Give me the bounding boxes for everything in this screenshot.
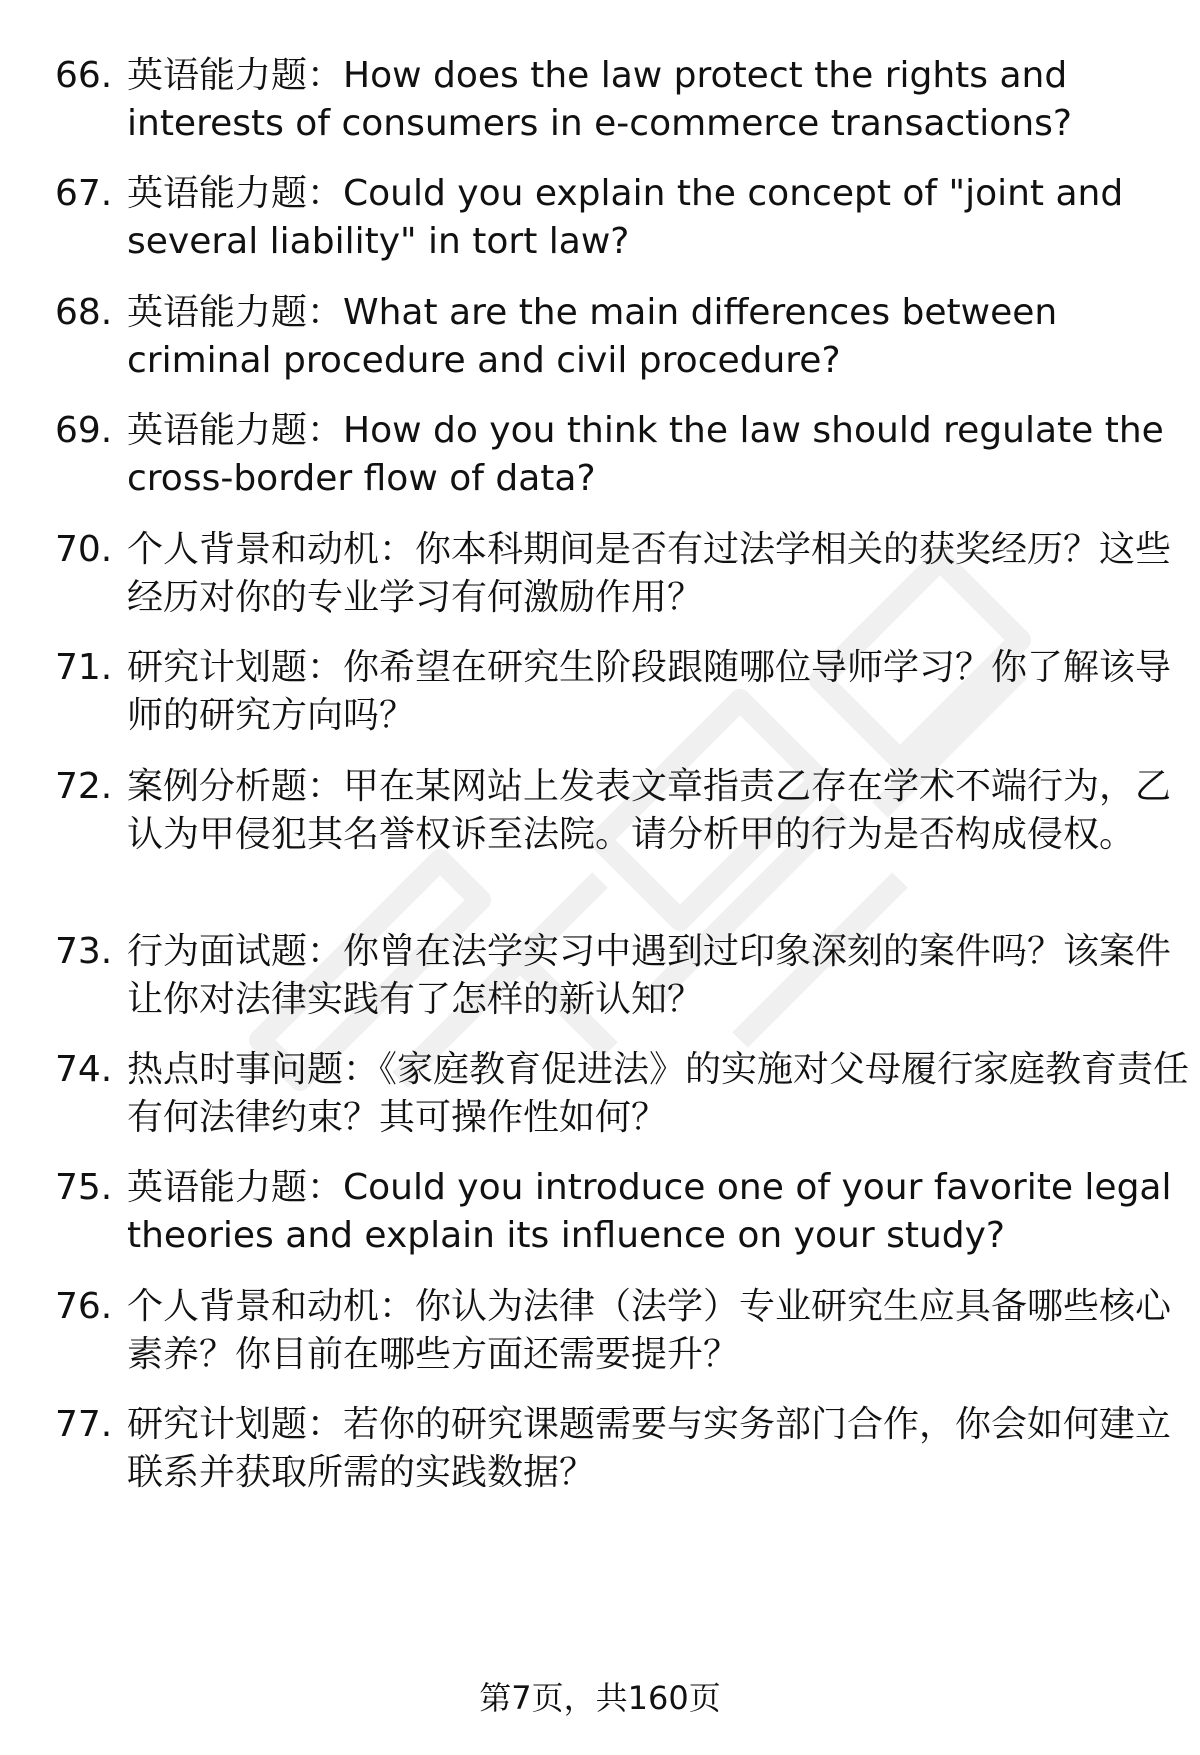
question-text: 英语能力题：What are the main differences between criminal procedure and civil procedure? [127, 292, 1058, 381]
question-text: 案例分析题：甲在某网站上发表文章指责乙存在学术不端行为，乙认为甲侵犯其名誉权诉至法院。请分析甲的行为是否构成侵权。 [127, 766, 1172, 855]
question-text: 行为面试题：你曾在法学实习中遇到过印象深刻的案件吗？该案件让你对法律实践有了怎样的新认知？ [127, 931, 1172, 1020]
question-number: 70. [55, 529, 113, 570]
question-text: 英语能力题：How do you think the law should regulate the cross-border flow of data? [127, 410, 1164, 499]
question-text: 英语能力题：Could you introduce one of your favorite legal theories and explain its influence on your study? [127, 1167, 1172, 1256]
question-number: 69. [55, 410, 113, 451]
question-number: 77. [55, 1404, 113, 1445]
page-footer: 第7页，共160页 [479, 1679, 721, 1717]
question-number: 71. [55, 647, 113, 688]
question-number: 75. [55, 1167, 113, 1208]
question-text: 个人背景和动机：你认为法律（法学）专业研究生应具备哪些核心素养？你目前在哪些方面还需要提升？ [127, 1286, 1172, 1375]
question-text: 热点时事问题：《家庭教育促进法》的实施对父母履行家庭教育责任有何法律约束？其可操作性如何？ [127, 1049, 1190, 1138]
question-number: 76. [55, 1286, 113, 1327]
question-number: 66. [55, 55, 113, 96]
question-text: 英语能力题：Could you explain the concept of "joint and several liability" in tort law? [127, 173, 1124, 262]
question-number: 68. [55, 292, 113, 333]
question-number: 72. [55, 766, 113, 807]
question-number: 74. [55, 1049, 113, 1090]
question-text: 英语能力题：How does the law protect the rights and interests of consumers in e-commerce transactions? [127, 55, 1072, 144]
question-number: 67. [55, 173, 113, 214]
question-text: 研究计划题：你希望在研究生阶段跟随哪位导师学习？你了解该导师的研究方向吗？ [127, 647, 1172, 736]
question-text: 个人背景和动机：你本科期间是否有过法学相关的获奖经历？这些经历对你的专业学习有何激励作用？ [127, 529, 1172, 618]
question-number: 73. [55, 931, 113, 972]
question-text: 研究计划题：若你的研究课题需要与实务部门合作，你会如何建立联系并获取所需的实践数据？ [127, 1404, 1172, 1493]
